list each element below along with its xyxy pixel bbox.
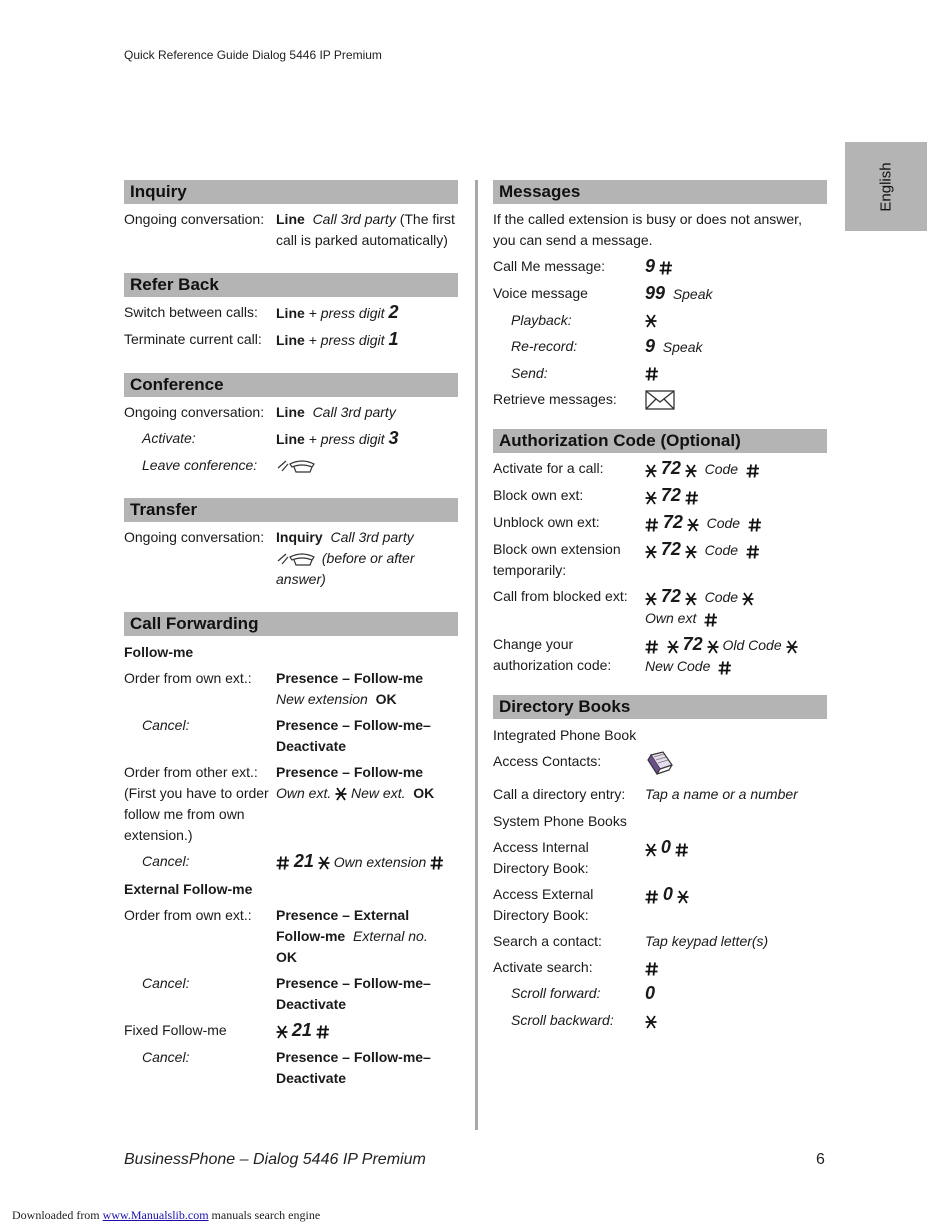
follow-cancel-row: [124, 715, 458, 757]
star-key-icon: [742, 592, 754, 606]
code: 72: [660, 586, 681, 607]
value: [645, 837, 827, 879]
value: [645, 586, 827, 629]
fixed-cancel-row: [124, 1047, 458, 1089]
hash-key-icon: [746, 464, 760, 478]
send-row: [493, 363, 827, 384]
ok-key: OK: [413, 785, 435, 801]
hash-key-icon: [704, 613, 718, 627]
presence-follow-me-deactivate: Presence – Follow-me–: [276, 1049, 431, 1065]
value: [645, 539, 827, 581]
left-column: [124, 180, 458, 1089]
transfer-row: [124, 527, 458, 590]
star-key-icon: [645, 491, 657, 505]
call-me-row: [493, 256, 827, 278]
value: Tap keypad letter(s): [645, 933, 769, 950]
code: 99: [645, 283, 666, 303]
section-directory-heading: Directory Books: [493, 695, 827, 719]
envelope-icon: [645, 389, 675, 411]
manualslib-link[interactable]: www.Manualslib.com: [102, 1208, 209, 1222]
star-key-icon: [645, 314, 657, 328]
ok-key: OK: [375, 691, 397, 707]
hash-key-icon: [430, 856, 444, 870]
section-refer-back-heading: Refer Back: [124, 273, 458, 297]
code-word: Code: [704, 461, 739, 478]
hash-key-icon: [645, 367, 659, 381]
access-external-row: [493, 884, 827, 926]
label: Playback:: [511, 312, 572, 328]
code: 72: [682, 634, 703, 655]
refer-switch-row: [124, 302, 458, 324]
value: [645, 983, 827, 1005]
label: Call a directory entry:: [493, 786, 626, 803]
contacts-book-icon: [645, 751, 675, 779]
value: [645, 957, 827, 978]
own-ext: Own ext: [645, 610, 697, 627]
hash-key-icon: [718, 661, 732, 675]
playback-row: [493, 310, 827, 331]
value: [276, 402, 458, 423]
hash-key-icon: [645, 890, 659, 904]
fixed-follow-row: [124, 1020, 458, 1042]
value: [645, 485, 827, 507]
label: Ongoing conversation:: [124, 404, 265, 420]
star-key-icon: [645, 464, 657, 478]
label: Cancel:: [142, 975, 190, 991]
hash-key-icon: [645, 518, 659, 532]
auth-block-temp-row: [493, 539, 827, 581]
conference-activate-row: [124, 428, 458, 450]
value: [276, 209, 458, 251]
label: Cancel:: [142, 1049, 190, 1065]
scroll-forward-row: [493, 983, 827, 1005]
code: 21: [293, 851, 314, 871]
value: [645, 363, 827, 384]
star-key-icon: [685, 464, 697, 478]
value: Tap a name or a number: [645, 786, 798, 803]
access-internal-row: [493, 837, 827, 879]
label: Access Internal Directory Book:: [493, 839, 589, 877]
label: Retrieve messages:: [493, 391, 617, 407]
search-contact-row: [493, 931, 827, 952]
label: Call Me message:: [493, 258, 606, 274]
digit: 1: [388, 329, 399, 349]
external-cancel-row: [124, 973, 458, 1015]
deactivate: Deactivate: [276, 996, 347, 1012]
value: [276, 851, 458, 873]
speak: Speak: [662, 339, 703, 355]
section-inquiry-heading: Inquiry: [124, 180, 458, 204]
value: [645, 884, 827, 926]
value: [645, 512, 827, 534]
section-authorization-heading: Authorization Code (Optional): [493, 429, 827, 453]
call-3rd-party: Call 3rd party: [312, 211, 396, 227]
refer-terminate-row: [124, 329, 458, 351]
label: Cancel:: [142, 853, 190, 869]
activate-search-row: [493, 957, 827, 978]
manuals-search-engine: manuals search engine: [211, 1208, 321, 1222]
star-key-icon: [645, 843, 657, 857]
line-key: Line: [276, 332, 305, 348]
value: [276, 302, 458, 324]
value: [645, 751, 827, 779]
line-key: Line: [276, 211, 305, 227]
language-tab: [845, 142, 927, 231]
inquiry-row: [124, 209, 458, 251]
access-contacts-row: [493, 751, 827, 779]
hash-key-icon: [645, 640, 659, 654]
star-key-icon: [685, 545, 697, 559]
code: 72: [662, 512, 683, 533]
value: [276, 668, 458, 710]
label: Order from other ext.: (First you have to order follow me from own extension.): [124, 764, 269, 843]
section-transfer-heading: Transfer: [124, 498, 458, 522]
new-code: New Code: [645, 658, 711, 675]
external-follow-me-subheading: External Follow-me: [124, 881, 253, 897]
old-code: Old Code: [722, 637, 782, 654]
auth-activate-row: [493, 458, 827, 480]
follow-order-other-row: [124, 762, 458, 846]
label: Unblock own ext:: [493, 514, 600, 531]
value: [645, 1010, 827, 1031]
follow-order-own-row: [124, 668, 458, 710]
scroll-backward-row: [493, 1010, 827, 1031]
auth-call-blocked-row: [493, 586, 827, 629]
presence-follow-me-deactivate: Presence – Follow-me–: [276, 975, 431, 991]
new-extension: New extension: [276, 691, 368, 707]
code: 0: [662, 884, 673, 905]
column-divider: [475, 180, 478, 1130]
digit: 3: [388, 428, 399, 448]
press-digit: + press digit: [308, 305, 385, 321]
value: [276, 973, 458, 1015]
line-key: Line: [276, 404, 305, 420]
value: [276, 527, 458, 590]
auth-block-row: [493, 485, 827, 507]
label: Re-record:: [511, 338, 578, 354]
deactivate: Deactivate: [276, 1070, 347, 1086]
value: [645, 283, 827, 305]
new-ext: New ext.: [351, 785, 406, 801]
label: Call from blocked ext:: [493, 588, 628, 605]
code: 9: [645, 336, 656, 356]
label: Order from own ext.:: [124, 670, 252, 686]
presence-follow-me: Presence – Follow-me: [276, 670, 424, 686]
label: Order from own ext.:: [124, 907, 252, 923]
value: [276, 715, 458, 757]
ok-key: OK: [276, 949, 297, 965]
system-phone-books-subheading: System Phone Books: [493, 813, 627, 830]
star-key-icon: [687, 518, 699, 532]
inquiry-note: (The first call is parked automatically): [276, 211, 455, 248]
label: Block own extension temporarily:: [493, 541, 621, 579]
speak: Speak: [672, 286, 713, 302]
footer-title: BusinessPhone – Dialog 5446 IP Premium: [124, 1151, 426, 1168]
line-key: Line: [276, 305, 305, 321]
value: [645, 634, 827, 677]
document-header-title: Quick Reference Guide Dialog 5446 IP Premium: [124, 48, 382, 62]
value: [645, 336, 827, 358]
hash-key-icon: [685, 491, 699, 505]
star-key-icon: [645, 545, 657, 559]
code: 9: [645, 256, 656, 276]
presence-external: Presence – External Follow-me: [276, 907, 410, 944]
code-word: Code: [704, 542, 739, 559]
value: [276, 1020, 458, 1042]
star-key-icon: [318, 856, 330, 870]
label: Activate search:: [493, 959, 593, 976]
call-3rd-party: Call 3rd party: [330, 529, 414, 545]
rerecord-row: [493, 336, 827, 358]
hash-key-icon: [645, 962, 659, 976]
integrated-phone-book-subheading: Integrated Phone Book: [493, 727, 637, 744]
page-number: 6: [816, 1151, 825, 1168]
code-word: Code: [706, 515, 741, 532]
conference-leave-row: [124, 455, 458, 476]
value: [645, 389, 827, 411]
label: Search a contact:: [493, 933, 602, 950]
star-key-icon: [786, 640, 798, 654]
messages-intro: If the called extension is busy or does not answer, you can send a message.: [493, 211, 802, 248]
auth-unblock-row: [493, 512, 827, 534]
own-extension: Own extension: [333, 854, 427, 870]
code: 0: [645, 983, 656, 1004]
label: Cancel:: [142, 717, 190, 733]
own-ext: Own ext.: [276, 785, 332, 801]
star-key-icon: [276, 1025, 288, 1039]
label: Terminate current call:: [124, 331, 262, 347]
value: [276, 455, 458, 476]
label: Access External Directory Book:: [493, 886, 594, 924]
label: Access Contacts:: [493, 753, 602, 770]
label: Switch between calls:: [124, 304, 258, 320]
section-conference-heading: Conference: [124, 373, 458, 397]
retrieve-row: [493, 389, 827, 411]
hash-key-icon: [746, 545, 760, 559]
value: [276, 329, 458, 351]
language-tab-label: English: [877, 161, 895, 212]
auth-change-row: [493, 634, 827, 677]
label: Fixed Follow-me: [124, 1022, 227, 1038]
deactivate: Deactivate: [276, 738, 347, 754]
value: [276, 905, 458, 968]
star-key-icon: [645, 592, 657, 606]
conference-ongoing-row: [124, 402, 458, 423]
code: 0: [660, 837, 671, 858]
star-key-icon: [677, 890, 689, 904]
label: Send:: [511, 365, 548, 381]
section-messages-heading: Messages: [493, 180, 827, 204]
call-entry-row: [493, 784, 827, 805]
star-key-icon: [685, 592, 697, 606]
code: 72: [660, 485, 681, 506]
label: Scroll backward:: [511, 1012, 614, 1029]
transfer-note: (before or after answer): [276, 550, 415, 587]
section-call-forwarding-heading: Call Forwarding: [124, 612, 458, 636]
star-key-icon: [667, 640, 679, 654]
label: Scroll forward:: [511, 985, 601, 1002]
value: [276, 428, 458, 450]
inquiry-key: Inquiry: [276, 529, 323, 545]
voice-message-row: [493, 283, 827, 305]
external-order-row: [124, 905, 458, 968]
presence-follow-me: Presence – Follow-me: [276, 764, 424, 780]
label: Voice message: [493, 285, 588, 301]
download-notice: [12, 1208, 320, 1223]
code: 72: [660, 458, 681, 479]
label: Activate for a call:: [493, 460, 604, 477]
right-column: [493, 180, 827, 1031]
handset-hook-icon: [276, 551, 318, 567]
hash-key-icon: [675, 843, 689, 857]
press-digit: + press digit: [308, 332, 385, 348]
hash-key-icon: [276, 856, 290, 870]
value: [645, 256, 827, 278]
label: Ongoing conversation:: [124, 211, 265, 227]
label: Block own ext:: [493, 487, 584, 504]
label: Leave conference:: [142, 457, 258, 473]
follow-me-subheading: Follow-me: [124, 644, 194, 660]
star-key-icon: [645, 1015, 657, 1029]
call-3rd-party: Call 3rd party: [312, 404, 396, 420]
follow-cancel2-row: [124, 851, 458, 873]
handset-hook-icon: [276, 458, 318, 474]
value: [276, 762, 458, 846]
hash-key-icon: [659, 261, 673, 275]
code-word: Code: [704, 589, 739, 606]
code: 72: [660, 539, 681, 560]
label: Change your authorization code:: [493, 636, 612, 674]
external-no: External no.: [353, 928, 428, 944]
value: [645, 310, 827, 331]
label: Activate:: [142, 430, 196, 446]
downloaded-from: Downloaded from: [12, 1208, 100, 1222]
press-digit: + press digit: [308, 431, 385, 447]
presence-follow-me-deactivate: Presence – Follow-me–: [276, 717, 431, 733]
value: [276, 1047, 458, 1089]
label: Ongoing conversation:: [124, 529, 265, 545]
digit: 2: [388, 302, 399, 322]
line-key: Line: [276, 431, 305, 447]
value: [645, 458, 827, 480]
hash-key-icon: [316, 1025, 330, 1039]
code: 21: [291, 1020, 312, 1040]
hash-key-icon: [748, 518, 762, 532]
star-key-icon: [335, 787, 347, 801]
star-key-icon: [707, 640, 719, 654]
